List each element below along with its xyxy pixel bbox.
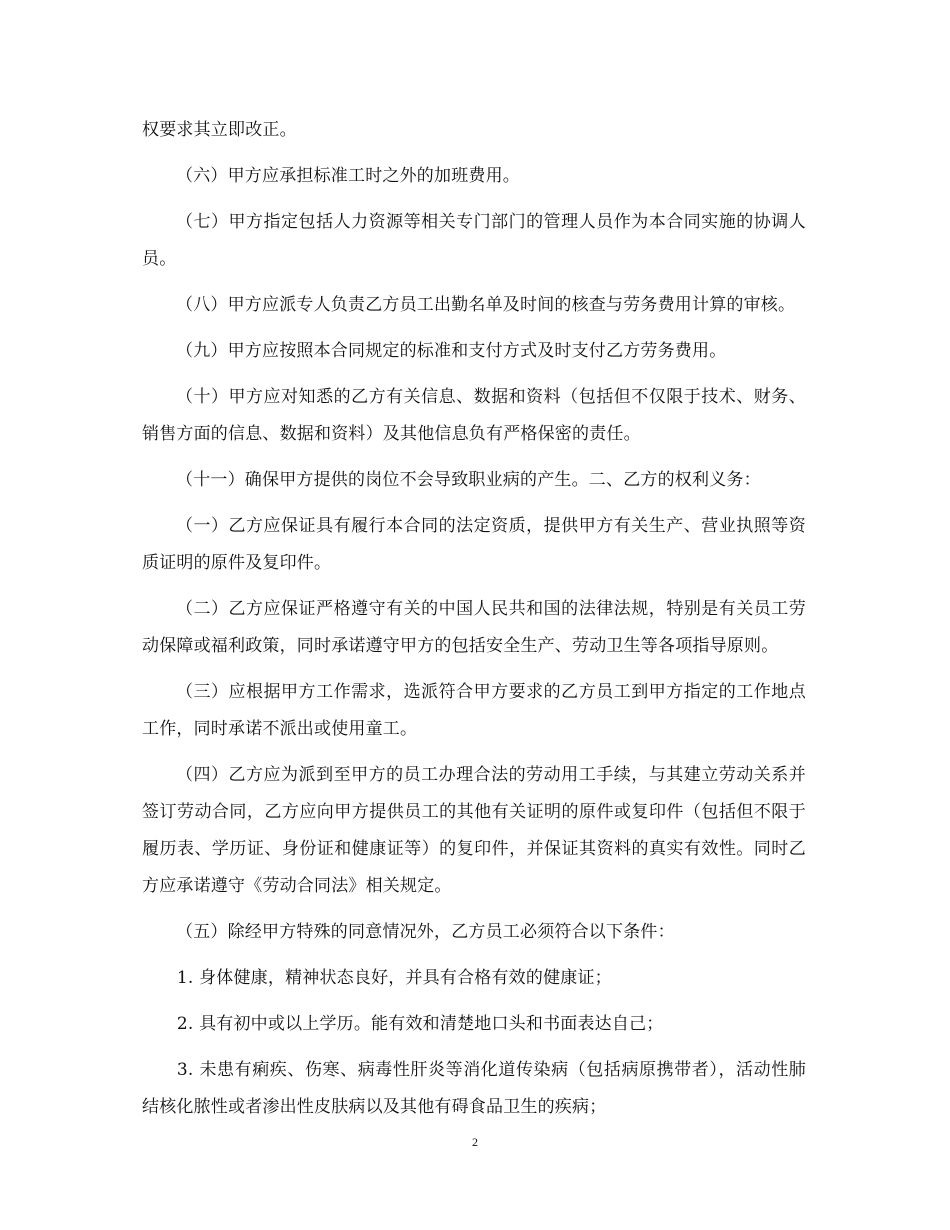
- paragraph-clause-9: （九）甲方应按照本合同规定的标准和支付方式及时支付乙方劳务费用。: [176, 341, 727, 361]
- paragraph-clause-8: （八）甲方应派专人负责乙方员工出勤名单及时间的核查与劳务费用计算的审核。: [176, 295, 796, 315]
- paragraph-clause-11: （十一）确保甲方提供的岗位不会导致职业病的产生。二、乙方的权利义务：: [176, 470, 761, 490]
- document-body: [142, 112, 806, 1135]
- paragraph-party-b-clause-2: （二）乙方应保证严格遵守有关的中国人民共和国的法律法规，特别是有关员工劳动保障或福利政策，同时承诺遵守甲方的包括安全生产、劳动卫生等各项指导原则。: [142, 599, 806, 656]
- page-number: 2: [472, 1135, 478, 1149]
- paragraph-party-b-clause-5: （五）除经甲方特殊的同意情况外，乙方员工必须符合以下条件：: [176, 922, 675, 942]
- paragraph-party-b-clause-3: （三）应根据甲方工作需求，选派符合甲方要求的乙方员工到甲方指定的工作地点工作，同时承诺不派出或使用童工。: [142, 682, 806, 739]
- paragraph-party-b-clause-4: （四）乙方应为派到至甲方的员工办理合法的劳动用工手续，与其建立劳动关系并签订劳动合同，乙方应向甲方提供员工的其他有关证明的原件或复印件（包括但不限于履历表、学历证、身份证和健康证等）的复印件，并保证其资料的真实有效性。同时乙方应承诺遵守《劳动合同法》相关规定。: [142, 765, 806, 896]
- paragraph-clause-10: （十）甲方应对知悉的乙方有关信息、数据和资料（包括但不仅限于技术、财务、销售方面的信息、数据和资料）及其他信息负有严格保密的责任。: [142, 387, 806, 444]
- paragraph-party-b-clause-1: （一）乙方应保证具有履行本合同的法定资质，提供甲方有关生产、营业执照等资质证明的原件及复印件。: [142, 516, 806, 573]
- paragraph-clause-7: （七）甲方指定包括人力资源等相关专门部门的管理人员作为本合同实施的协调人员。: [142, 212, 806, 269]
- list-item-condition-3: 3. 未患有痢疾、伤寒、病毒性肝炎等消化道传染病（包括病原携带者），活动性肺结核化脓性或者渗出性皮肤病以及其他有碍食品卫生的疾病；: [142, 1060, 806, 1117]
- list-item-condition-2: 2. 具有初中或以上学历。能有效和清楚地口头和书面表达自己；: [176, 1014, 664, 1034]
- paragraph-continuation: 权要求其立即改正。: [142, 120, 297, 140]
- list-item-condition-1: 1. 身体健康，精神状态良好，并具有合格有效的健康证；: [176, 968, 612, 988]
- paragraph-clause-6: （六）甲方应承担标准工时之外的加班费用。: [176, 166, 520, 186]
